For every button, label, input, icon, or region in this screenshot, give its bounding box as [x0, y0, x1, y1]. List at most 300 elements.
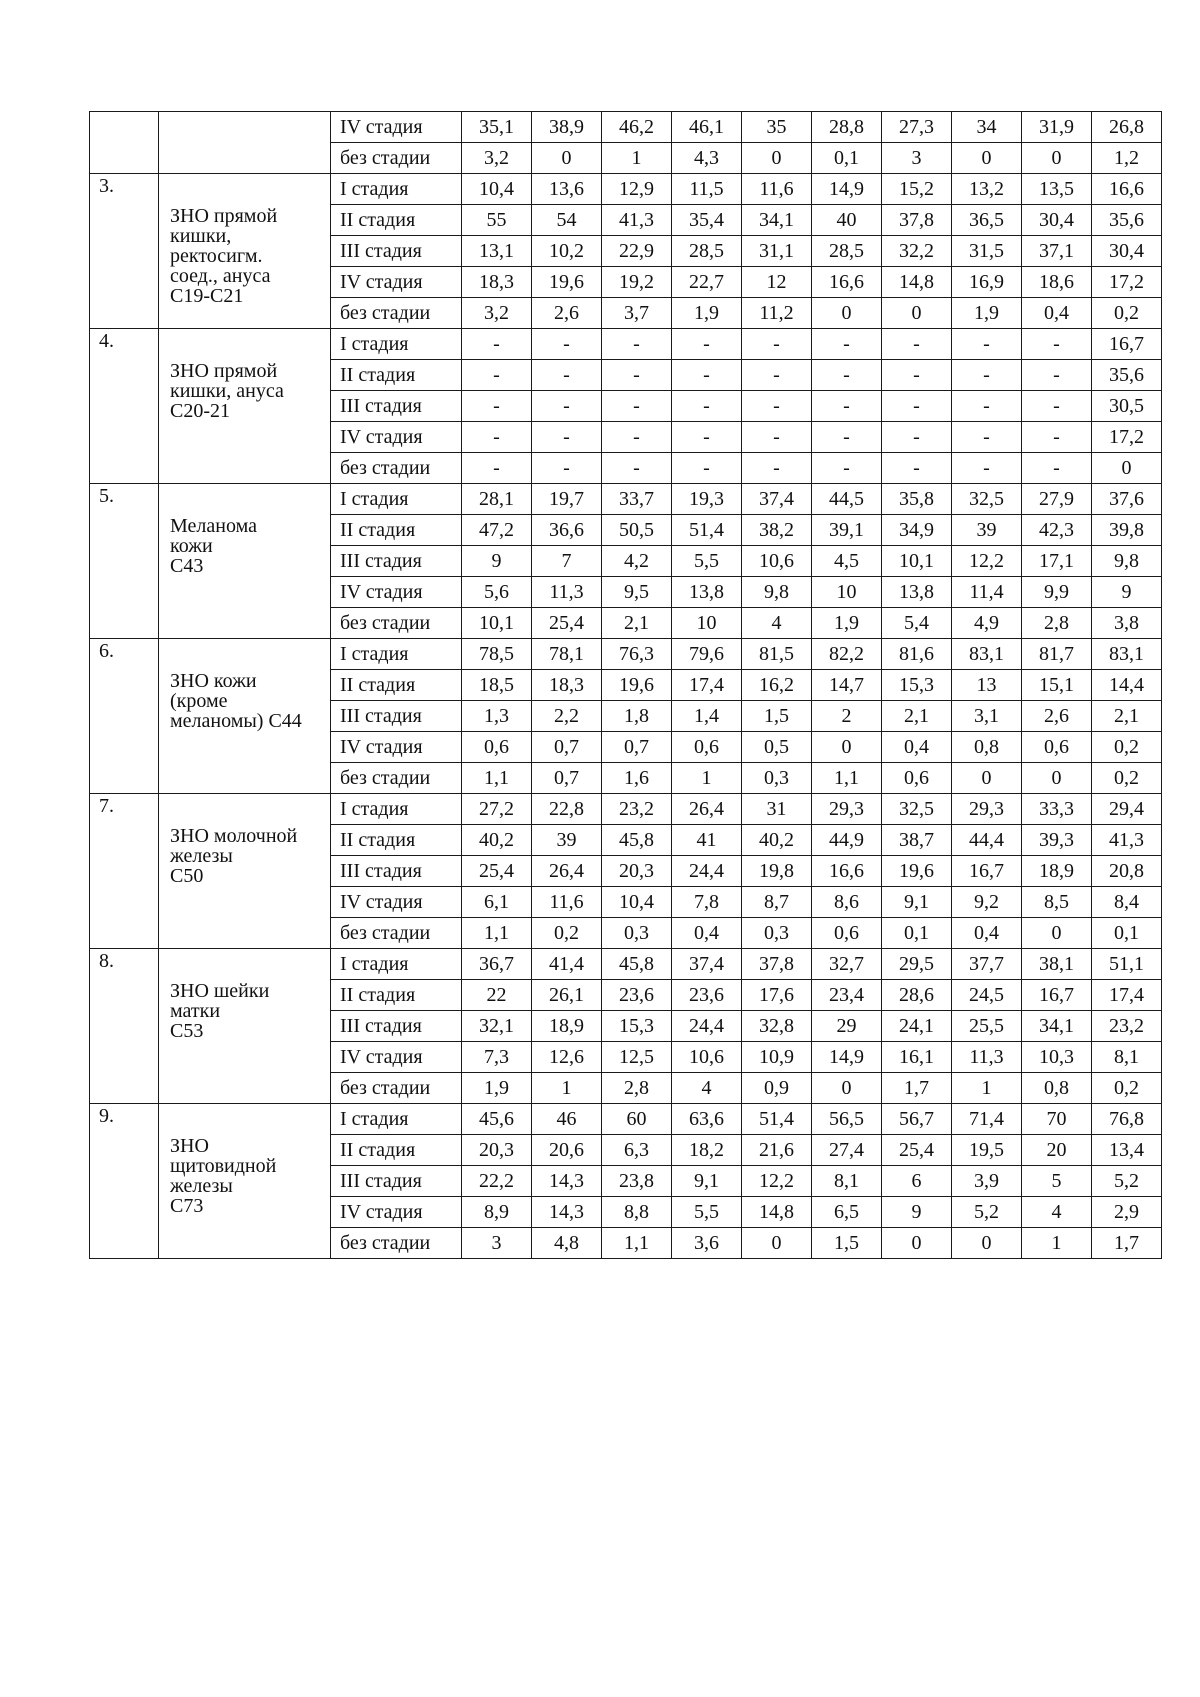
value-cell: 13,1	[462, 236, 532, 267]
value-cell: 78,5	[462, 639, 532, 670]
value-cell: 32,7	[812, 949, 882, 980]
value-cell: -	[1022, 391, 1092, 422]
value-cell: 0,1	[1092, 918, 1162, 949]
value-cell: 10,4	[602, 887, 672, 918]
value-cell: -	[812, 391, 882, 422]
value-cell: 11,5	[672, 174, 742, 205]
value-cell: 17,6	[742, 980, 812, 1011]
value-cell: 0	[1022, 918, 1092, 949]
value-cell: 35	[742, 112, 812, 143]
value-cell: 63,6	[672, 1104, 742, 1135]
value-cell: 0,6	[1022, 732, 1092, 763]
value-cell: 1,3	[462, 701, 532, 732]
value-cell: 51,4	[672, 515, 742, 546]
value-cell: 1	[672, 763, 742, 794]
value-cell: 24,4	[672, 1011, 742, 1042]
value-cell: 6,3	[602, 1135, 672, 1166]
row-number: 5.	[90, 484, 159, 639]
diagnosis-name	[159, 639, 331, 794]
value-cell: 1,9	[672, 298, 742, 329]
value-cell: 11,4	[952, 577, 1022, 608]
stage-label: III стадия	[331, 1166, 462, 1197]
value-cell: 3,1	[952, 701, 1022, 732]
value-cell: 1,1	[462, 763, 532, 794]
value-cell: 31,9	[1022, 112, 1092, 143]
stage-label: IV стадия	[331, 1042, 462, 1073]
value-cell: 25,5	[952, 1011, 1022, 1042]
value-cell: 56,7	[882, 1104, 952, 1135]
value-cell: 35,8	[882, 484, 952, 515]
value-cell: 39	[532, 825, 602, 856]
value-cell: 11,2	[742, 298, 812, 329]
value-cell: 41,4	[532, 949, 602, 980]
stage-label: без стадии	[331, 918, 462, 949]
value-cell: 2,1	[1092, 701, 1162, 732]
value-cell: 0,4	[952, 918, 1022, 949]
value-cell: 27,9	[1022, 484, 1092, 515]
row-number: 6.	[90, 639, 159, 794]
value-cell: 0	[1022, 143, 1092, 174]
diagnosis-label: ЗНО кожи (кроме меланомы) С44	[170, 670, 302, 732]
value-cell: 0,9	[742, 1073, 812, 1104]
value-cell: 0,1	[812, 143, 882, 174]
value-cell: 70	[1022, 1104, 1092, 1135]
stage-label: без стадии	[331, 453, 462, 484]
value-cell: 28,1	[462, 484, 532, 515]
value-cell: 8,1	[1092, 1042, 1162, 1073]
value-cell: 5,2	[952, 1197, 1022, 1228]
value-cell: 7,3	[462, 1042, 532, 1073]
value-cell: -	[672, 422, 742, 453]
value-cell: 0	[882, 1228, 952, 1259]
value-cell: 15,3	[882, 670, 952, 701]
value-cell: 25,4	[882, 1135, 952, 1166]
value-cell: 9,8	[742, 577, 812, 608]
value-cell: 24,5	[952, 980, 1022, 1011]
value-cell: -	[672, 329, 742, 360]
value-cell: 0,4	[1022, 298, 1092, 329]
value-cell: -	[532, 391, 602, 422]
value-cell: -	[812, 329, 882, 360]
value-cell: 39,3	[1022, 825, 1092, 856]
value-cell: 55	[462, 205, 532, 236]
value-cell: 8,8	[602, 1197, 672, 1228]
value-cell: 1,5	[742, 701, 812, 732]
value-cell: 34,1	[742, 205, 812, 236]
value-cell: 2,8	[602, 1073, 672, 1104]
value-cell: 1,1	[462, 918, 532, 949]
value-cell: 19,6	[532, 267, 602, 298]
value-cell: 0,2	[1092, 1073, 1162, 1104]
value-cell: 14,9	[812, 174, 882, 205]
value-cell: 5	[1022, 1166, 1092, 1197]
diagnosis-name	[159, 1104, 331, 1259]
value-cell: 4	[1022, 1197, 1092, 1228]
value-cell: -	[882, 329, 952, 360]
value-cell: -	[462, 422, 532, 453]
value-cell: 3	[462, 1228, 532, 1259]
value-cell: 5,5	[672, 546, 742, 577]
value-cell: 15,3	[602, 1011, 672, 1042]
value-cell: 6,1	[462, 887, 532, 918]
diagnosis-name	[159, 794, 331, 949]
value-cell: 30,4	[1092, 236, 1162, 267]
value-cell: 14,8	[882, 267, 952, 298]
diagnosis-name	[159, 484, 331, 639]
value-cell: 24,4	[672, 856, 742, 887]
value-cell: -	[532, 360, 602, 391]
value-cell: 19,3	[672, 484, 742, 515]
value-cell: 14,9	[812, 1042, 882, 1073]
value-cell: 4,2	[602, 546, 672, 577]
value-cell: 60	[602, 1104, 672, 1135]
value-cell: 2,9	[1092, 1197, 1162, 1228]
value-cell: 32,5	[882, 794, 952, 825]
value-cell: 30,5	[1092, 391, 1162, 422]
value-cell: 0,7	[532, 763, 602, 794]
value-cell: 4,9	[952, 608, 1022, 639]
diagnosis-name	[159, 949, 331, 1104]
stage-label: без стадии	[331, 298, 462, 329]
value-cell: 9	[462, 546, 532, 577]
value-cell: 0	[812, 298, 882, 329]
value-cell: 0	[742, 1228, 812, 1259]
value-cell: 0,1	[882, 918, 952, 949]
value-cell: 25,4	[532, 608, 602, 639]
value-cell: 4,5	[812, 546, 882, 577]
value-cell: 0,8	[952, 732, 1022, 763]
value-cell: 3,7	[602, 298, 672, 329]
value-cell: 33,7	[602, 484, 672, 515]
value-cell: 33,3	[1022, 794, 1092, 825]
stage-label: без стадии	[331, 763, 462, 794]
value-cell: 4,8	[532, 1228, 602, 1259]
stage-label: IV стадия	[331, 422, 462, 453]
value-cell: 0	[952, 1228, 1022, 1259]
value-cell: -	[672, 453, 742, 484]
value-cell: 7,8	[672, 887, 742, 918]
value-cell: 30,4	[1022, 205, 1092, 236]
value-cell: 18,9	[532, 1011, 602, 1042]
value-cell: 41	[672, 825, 742, 856]
table-row	[90, 329, 1162, 360]
value-cell: 54	[532, 205, 602, 236]
value-cell: -	[462, 329, 532, 360]
value-cell: 45,8	[602, 825, 672, 856]
value-cell: 17,2	[1092, 267, 1162, 298]
value-cell: 1,1	[602, 1228, 672, 1259]
value-cell: 8,1	[812, 1166, 882, 1197]
stage-label: III стадия	[331, 391, 462, 422]
value-cell: 11,3	[952, 1042, 1022, 1073]
value-cell: 16,9	[952, 267, 1022, 298]
table-row	[90, 112, 1162, 143]
value-cell: 9	[1092, 577, 1162, 608]
value-cell: 34	[952, 112, 1022, 143]
value-cell: 16,7	[1092, 329, 1162, 360]
value-cell: 17,2	[1092, 422, 1162, 453]
value-cell: 81,5	[742, 639, 812, 670]
value-cell: 27,3	[882, 112, 952, 143]
value-cell: -	[882, 453, 952, 484]
value-cell: 15,2	[882, 174, 952, 205]
value-cell: -	[462, 391, 532, 422]
value-cell: 7	[532, 546, 602, 577]
value-cell: 17,1	[1022, 546, 1092, 577]
value-cell: -	[952, 329, 1022, 360]
value-cell: 2	[812, 701, 882, 732]
value-cell: 0,3	[602, 918, 672, 949]
value-cell: 51,1	[1092, 949, 1162, 980]
value-cell: 0,6	[672, 732, 742, 763]
diagnosis-name	[159, 112, 331, 174]
value-cell: 0,3	[742, 763, 812, 794]
value-cell: -	[602, 422, 672, 453]
value-cell: 10,4	[462, 174, 532, 205]
value-cell: 5,5	[672, 1197, 742, 1228]
value-cell: 15,1	[1022, 670, 1092, 701]
value-cell: 39	[952, 515, 1022, 546]
table-row	[90, 639, 1162, 670]
value-cell: 8,6	[812, 887, 882, 918]
value-cell: 29,4	[1092, 794, 1162, 825]
value-cell: 14,3	[532, 1166, 602, 1197]
value-cell: 41,3	[602, 205, 672, 236]
value-cell: 5,6	[462, 577, 532, 608]
value-cell: 0,6	[882, 763, 952, 794]
value-cell: 10,1	[882, 546, 952, 577]
value-cell: 10,3	[1022, 1042, 1092, 1073]
value-cell: 16,2	[742, 670, 812, 701]
value-cell: 23,2	[602, 794, 672, 825]
value-cell: 9,2	[952, 887, 1022, 918]
stage-label: без стадии	[331, 143, 462, 174]
diagnosis-label: Меланома кожи С43	[170, 515, 257, 577]
value-cell: 1,5	[812, 1228, 882, 1259]
value-cell: 0,4	[882, 732, 952, 763]
value-cell: -	[742, 360, 812, 391]
value-cell: -	[952, 391, 1022, 422]
value-cell: 16,6	[812, 267, 882, 298]
value-cell: 26,4	[672, 794, 742, 825]
value-cell: 6	[882, 1166, 952, 1197]
value-cell: 0,8	[1022, 1073, 1092, 1104]
value-cell: 0,2	[1092, 763, 1162, 794]
value-cell: -	[1022, 329, 1092, 360]
value-cell: 22,7	[672, 267, 742, 298]
value-cell: 13,8	[672, 577, 742, 608]
value-cell: 23,2	[1092, 1011, 1162, 1042]
value-cell: 38,9	[532, 112, 602, 143]
value-cell: 0,3	[742, 918, 812, 949]
value-cell: 10	[812, 577, 882, 608]
row-number	[90, 112, 159, 174]
value-cell: 0,2	[1092, 298, 1162, 329]
value-cell: 82,2	[812, 639, 882, 670]
value-cell: 0,7	[532, 732, 602, 763]
value-cell: -	[812, 422, 882, 453]
value-cell: 17,4	[672, 670, 742, 701]
table-row	[90, 1104, 1162, 1135]
value-cell: 36,7	[462, 949, 532, 980]
stage-distribution-table	[89, 111, 1162, 1259]
value-cell: 8,5	[1022, 887, 1092, 918]
value-cell: 16,6	[812, 856, 882, 887]
value-cell: 34,1	[1022, 1011, 1092, 1042]
row-number: 3.	[90, 174, 159, 329]
stage-label: II стадия	[331, 670, 462, 701]
value-cell: 9	[882, 1197, 952, 1228]
value-cell: 37,4	[742, 484, 812, 515]
value-cell: 28,5	[812, 236, 882, 267]
value-cell: 6,5	[812, 1197, 882, 1228]
stage-label: без стадии	[331, 608, 462, 639]
value-cell: 1	[1022, 1228, 1092, 1259]
value-cell: 13	[952, 670, 1022, 701]
value-cell: 1,8	[602, 701, 672, 732]
value-cell: 29,3	[812, 794, 882, 825]
value-cell: 32,1	[462, 1011, 532, 1042]
value-cell: 46,1	[672, 112, 742, 143]
value-cell: 20,3	[602, 856, 672, 887]
value-cell: 8,7	[742, 887, 812, 918]
stage-label: IV стадия	[331, 1197, 462, 1228]
value-cell: -	[672, 360, 742, 391]
value-cell: -	[602, 329, 672, 360]
value-cell: 5,2	[1092, 1166, 1162, 1197]
value-cell: 2,1	[882, 701, 952, 732]
value-cell: 2,1	[602, 608, 672, 639]
value-cell: 1,7	[1092, 1228, 1162, 1259]
value-cell: 29	[812, 1011, 882, 1042]
value-cell: 14,4	[1092, 670, 1162, 701]
value-cell: 13,2	[952, 174, 1022, 205]
value-cell: 0	[1022, 763, 1092, 794]
value-cell: 0	[812, 1073, 882, 1104]
value-cell: 12,2	[742, 1166, 812, 1197]
value-cell: -	[812, 360, 882, 391]
value-cell: 1,9	[462, 1073, 532, 1104]
value-cell: 22	[462, 980, 532, 1011]
value-cell: 23,6	[672, 980, 742, 1011]
value-cell: 0	[532, 143, 602, 174]
value-cell: -	[952, 453, 1022, 484]
value-cell: 13,8	[882, 577, 952, 608]
value-cell: 1,4	[672, 701, 742, 732]
value-cell: 2,6	[532, 298, 602, 329]
value-cell: 1,7	[882, 1073, 952, 1104]
value-cell: 38,1	[1022, 949, 1092, 980]
value-cell: 42,3	[1022, 515, 1092, 546]
diagnosis-label: ЗНО прямой кишки, ануса С20-21	[170, 360, 284, 422]
value-cell: 11,6	[742, 174, 812, 205]
diagnosis-label: ЗНО прямой кишки, ректосигм. соед., ануса С19-С21	[170, 205, 278, 307]
value-cell: 32,8	[742, 1011, 812, 1042]
value-cell: 76,8	[1092, 1104, 1162, 1135]
value-cell: 28,5	[672, 236, 742, 267]
value-cell: 14,3	[532, 1197, 602, 1228]
value-cell: 18,5	[462, 670, 532, 701]
value-cell: -	[742, 453, 812, 484]
value-cell: 25,4	[462, 856, 532, 887]
value-cell: 10,2	[532, 236, 602, 267]
stage-label: II стадия	[331, 360, 462, 391]
value-cell: -	[812, 453, 882, 484]
value-cell: 44,4	[952, 825, 1022, 856]
value-cell: 3,9	[952, 1166, 1022, 1197]
value-cell: 0,2	[1092, 732, 1162, 763]
value-cell: 4	[672, 1073, 742, 1104]
value-cell: 21,6	[742, 1135, 812, 1166]
value-cell: 23,4	[812, 980, 882, 1011]
value-cell: 44,5	[812, 484, 882, 515]
value-cell: -	[742, 422, 812, 453]
stage-label: II стадия	[331, 825, 462, 856]
value-cell: -	[532, 453, 602, 484]
value-cell: 37,8	[742, 949, 812, 980]
value-cell: 46,2	[602, 112, 672, 143]
value-cell: 4	[742, 608, 812, 639]
value-cell: 22,9	[602, 236, 672, 267]
value-cell: 1,9	[952, 298, 1022, 329]
value-cell: 40	[812, 205, 882, 236]
value-cell: -	[602, 391, 672, 422]
value-cell: -	[462, 360, 532, 391]
value-cell: 19,7	[532, 484, 602, 515]
value-cell: 2,6	[1022, 701, 1092, 732]
value-cell: 0,6	[462, 732, 532, 763]
stage-label: II стадия	[331, 205, 462, 236]
value-cell: 23,6	[602, 980, 672, 1011]
value-cell: 18,9	[1022, 856, 1092, 887]
value-cell: 13,4	[1092, 1135, 1162, 1166]
value-cell: 50,5	[602, 515, 672, 546]
value-cell: 0,6	[812, 918, 882, 949]
value-cell: 24,1	[882, 1011, 952, 1042]
value-cell: 2,8	[1022, 608, 1092, 639]
value-cell: 3,6	[672, 1228, 742, 1259]
table-row	[90, 484, 1162, 515]
stage-label: II стадия	[331, 980, 462, 1011]
value-cell: 41,3	[1092, 825, 1162, 856]
value-cell: 26,4	[532, 856, 602, 887]
value-cell: -	[532, 422, 602, 453]
value-cell: 16,1	[882, 1042, 952, 1073]
value-cell: 0	[952, 763, 1022, 794]
value-cell: 10,1	[462, 608, 532, 639]
value-cell: 22,8	[532, 794, 602, 825]
value-cell: 36,5	[952, 205, 1022, 236]
value-cell: 32,5	[952, 484, 1022, 515]
value-cell: -	[1022, 453, 1092, 484]
value-cell: 56,5	[812, 1104, 882, 1135]
value-cell: 14,8	[742, 1197, 812, 1228]
stage-label: II стадия	[331, 1135, 462, 1166]
value-cell: 37,4	[672, 949, 742, 980]
diagnosis-label: ЗНО шейки матки С53	[170, 980, 270, 1042]
value-cell: 19,2	[602, 267, 672, 298]
diagnosis-name	[159, 329, 331, 484]
value-cell: -	[602, 360, 672, 391]
stage-label: IV стадия	[331, 577, 462, 608]
value-cell: 1,6	[602, 763, 672, 794]
value-cell: 0,5	[742, 732, 812, 763]
stage-label: I стадия	[331, 639, 462, 670]
value-cell: 47,2	[462, 515, 532, 546]
value-cell: 19,5	[952, 1135, 1022, 1166]
value-cell: -	[882, 391, 952, 422]
value-cell: 9,8	[1092, 546, 1162, 577]
